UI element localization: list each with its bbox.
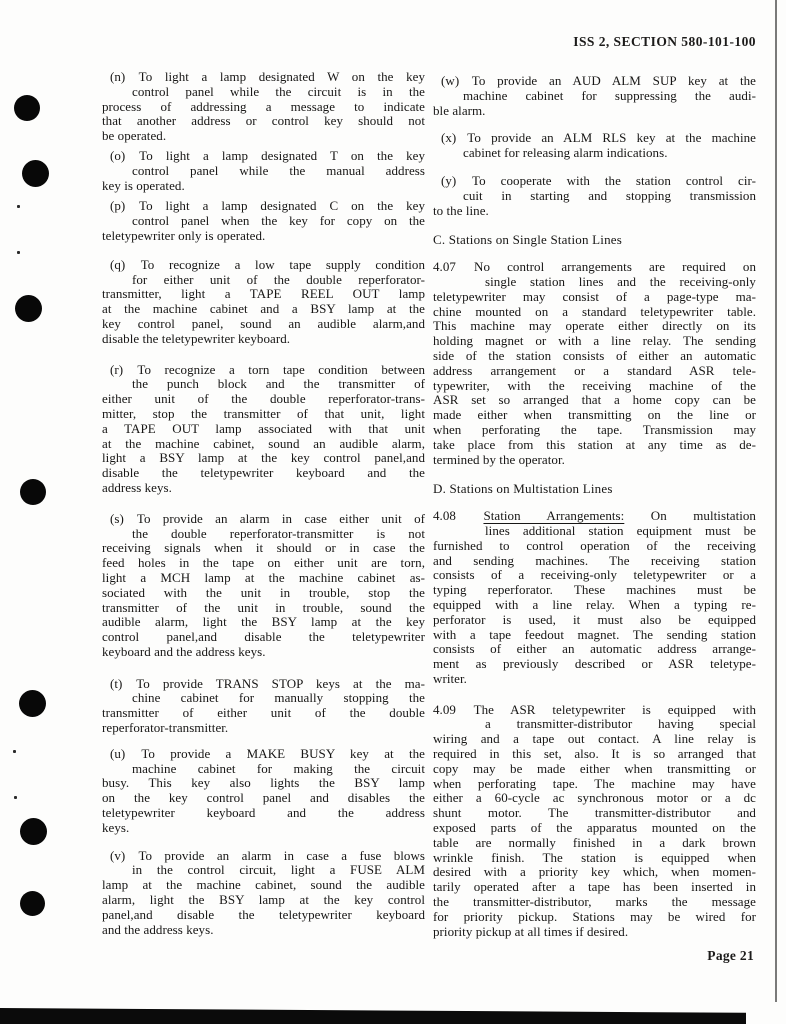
text-line: the double reperforator-transmitter is not xyxy=(132,525,425,541)
item-s xyxy=(102,512,425,660)
text-line: wiring and a tape out contact. A line relay is xyxy=(433,731,756,747)
text-line: typing reperforator. These machines must be xyxy=(433,582,756,598)
ink-speck xyxy=(17,205,20,208)
text-line: control panel,and disable the teletypewriter xyxy=(102,629,425,645)
text-line: (o) To light a lamp designated T on the key xyxy=(110,147,425,163)
text-line: in the control circuit, light a FUSE ALM xyxy=(132,862,425,878)
item-r xyxy=(102,363,425,496)
text-line: priority pickup at all times if desired. xyxy=(433,923,629,939)
text-line: teletypewriter keyboard and the address xyxy=(102,805,425,821)
text-line: a transmitter-distributor having special xyxy=(485,716,756,732)
ink-speck xyxy=(14,796,17,799)
paragraph-label: 4.09 xyxy=(433,701,456,717)
text-line: (v) To provide an alarm in case a fuse blows xyxy=(110,847,425,863)
text-line: shunt motor. The transmitter-distributor and xyxy=(433,805,756,821)
paragraph-label: (t) xyxy=(110,675,123,691)
text-line: (y) To cooperate with the station control cir- xyxy=(441,172,756,188)
text-line: ble alarm. xyxy=(433,102,486,118)
hole-punch-dot xyxy=(15,295,42,322)
text-line: when perforating the tape. Transmission may xyxy=(433,421,756,437)
item-p xyxy=(102,199,425,243)
text-line: holding magnet or with a line relay. The sending xyxy=(433,333,756,349)
text-line: and the address keys. xyxy=(102,921,214,937)
text-line: typewriter, with the receiving machine of the xyxy=(433,377,756,393)
text-line: termined by the operator. xyxy=(433,451,565,467)
text-line: machine cabinet for making the circuit xyxy=(132,760,425,776)
text-line: light a MCH lamp at the machine cabinet as- xyxy=(102,569,425,585)
text-line: teletypewriter may consist of a page-type ma- xyxy=(433,288,756,304)
text-line: to the line. xyxy=(433,202,489,218)
text-line: cuit in starting and stopping transmission xyxy=(463,187,756,203)
text-line: (w) To provide an AUD ALM SUP key at the xyxy=(441,73,756,88)
text-line: chine mounted on a standard teletypewriter table. xyxy=(433,303,756,319)
item-q xyxy=(102,258,425,347)
text-line: key is operated. xyxy=(102,177,185,193)
text-line: feed holes in the tape on either unit are torn, xyxy=(102,555,425,571)
ink-speck xyxy=(17,251,20,254)
text-line: tarily operated after a tape has been inserted in xyxy=(433,879,756,895)
paragraph-label: (v) xyxy=(110,847,126,863)
text-line: transmitter of the unit in trouble, sound the xyxy=(102,599,425,615)
text-line: control panel when the key for copy on the xyxy=(132,213,425,229)
text-line: equipped with a line relay. When a typing re- xyxy=(433,596,756,612)
paragraph-label: 4.08 xyxy=(433,508,456,524)
para-4-08 xyxy=(433,509,756,687)
text-line: (q) To recognize a low tape supply condition xyxy=(110,256,425,272)
text-line: consists of either an automatic address arrange- xyxy=(433,641,756,657)
text-line: (p) To light a lamp designated C on the key xyxy=(110,198,425,214)
text-line: lines additional station equipment must be xyxy=(485,522,756,538)
text-line: at the machine cabinet and a BSY lamp at the xyxy=(102,301,425,317)
item-o xyxy=(102,149,425,193)
text-line: consists of a receiving-only teletypewriter or a xyxy=(433,567,756,583)
text-line: (r) To recognize a torn tape condition between xyxy=(110,361,425,377)
item-y xyxy=(433,174,756,218)
text-line: disable the teletypewriter keyboard. xyxy=(102,330,291,346)
text-line: for priority pickup. Stations may be wired for xyxy=(433,908,756,924)
text-line: machine cabinet for suppressing the audi- xyxy=(463,87,756,103)
scanner-bed-bar xyxy=(0,1007,746,1024)
text-line: either unit of the double reperforator-trans- xyxy=(102,391,425,407)
text-line: sociated with the unit in trouble, stop the xyxy=(102,584,425,600)
text-line: (n) To light a lamp designated W on the key xyxy=(110,69,425,84)
hole-punch-dot xyxy=(14,95,40,121)
text-line: table are normally finished in a dark brown xyxy=(433,834,756,850)
text-line: side of the station consists of either an automatic xyxy=(433,347,756,363)
item-v xyxy=(102,849,425,938)
text-line: audible alarm, light the BSY lamp at the key xyxy=(102,614,425,630)
text-line: teletypewriter only is operated. xyxy=(102,227,266,243)
hole-punch-dot xyxy=(19,690,46,717)
underlined-run: Station Arrangements: xyxy=(483,508,625,524)
text-line: 4.09 The ASR teletypewriter is equipped with xyxy=(433,701,756,717)
text-line: on the key control panel and disables the xyxy=(102,790,425,806)
text-line: for either unit of the double reperforator- xyxy=(132,271,425,287)
text-line: be operated. xyxy=(102,128,167,144)
text-line: writer. xyxy=(433,670,467,686)
item-w xyxy=(433,74,756,118)
hole-punch-dot xyxy=(22,160,49,187)
text-line: and sending machines. The receiving station xyxy=(433,552,756,568)
page-number: Page 21 xyxy=(707,948,754,963)
paragraph-label: (s) xyxy=(110,510,124,526)
header-section-number: ISS 2, SECTION 580-101-100 xyxy=(573,34,756,49)
text-line: desired with a priority key which, when momen- xyxy=(433,864,756,880)
text-line: ment as previously described or ASR teletype- xyxy=(433,656,756,672)
text-line: (u) To provide a MAKE BUSY key at the xyxy=(110,745,425,761)
text-line: furnished to control operation of the receiving xyxy=(433,537,756,553)
paragraph-label: (r) xyxy=(110,361,124,377)
paragraph-label: (p) xyxy=(110,198,126,214)
para-4-07 xyxy=(433,260,756,467)
text-line: cabinet for releasing alarm indications. xyxy=(463,145,668,161)
text-line: a TAPE OUT lamp associated with that unit xyxy=(102,420,425,436)
paragraph-label: (x) xyxy=(441,130,457,146)
text-line: lamp at the machine cabinet, sound the audible xyxy=(102,877,425,893)
text-line: the transmitter-distributor, marks the message xyxy=(433,894,756,910)
text-line: receiving signals when it should or in case the xyxy=(102,540,425,556)
text-line: transmitter, light a TAPE REEL OUT lamp xyxy=(102,286,425,302)
item-t xyxy=(102,677,425,736)
text-line: that another address or control key should not xyxy=(102,113,425,129)
text-line: keys. xyxy=(102,819,130,835)
text-line: when perforating tape. The machine may have xyxy=(433,775,756,791)
text-line: at the machine cabinet, sound an audible alarm, xyxy=(102,435,425,451)
heading-c: C. Stations on Single Station Lines xyxy=(433,232,623,248)
heading-d: D. Stations on Multistation Lines xyxy=(433,481,613,497)
text-line: (s) To provide an alarm in case either unit of xyxy=(110,510,425,526)
item-u xyxy=(102,747,425,836)
text-line: take place from this station at any time as de- xyxy=(433,436,756,452)
paragraph-label: (n) xyxy=(110,69,126,84)
page-edge-line xyxy=(775,0,777,1002)
text-line: mitter, stop the transmitter of that unit, light xyxy=(102,405,425,421)
text-line: transmitter of either unit of the double xyxy=(102,705,425,721)
left-text-column xyxy=(102,70,425,937)
text-line: busy. This key also lights the BSY lamp xyxy=(102,775,425,791)
text-line: process of addressing a message to indicate xyxy=(102,98,425,114)
text-line: address arrangement or a standard ASR tele- xyxy=(433,362,756,378)
text-line: single station lines and the receiving-only xyxy=(485,273,756,289)
text-line: (t) To provide TRANS STOP keys at the ma- xyxy=(110,675,425,691)
text-line: the punch block and the transmitter of xyxy=(132,376,425,392)
text-line: chine cabinet for manually stopping the xyxy=(132,690,425,706)
text-line: disable the teletypewriter keyboard and the xyxy=(102,465,425,481)
text-line: address keys. xyxy=(102,479,172,495)
text-line: required in this set, also. It is so arranged that xyxy=(433,746,756,762)
hole-punch-dot xyxy=(20,818,47,845)
paragraph-label: (q) xyxy=(110,256,126,272)
item-x xyxy=(433,131,756,161)
text-line: control panel while the circuit is in the xyxy=(132,83,425,99)
text-line: with a tape feedout magnet. The sending station xyxy=(433,626,756,642)
paragraph-label: 4.07 xyxy=(433,259,456,275)
text-line: reperforator-transmitter. xyxy=(102,720,229,736)
paragraph-label: (y) xyxy=(441,172,457,188)
text-line: ASR set so arranged that a home copy can be xyxy=(433,392,756,408)
item-n xyxy=(102,70,425,144)
paragraph-label: (o) xyxy=(110,147,126,163)
text-line: made either when transmitting on the line or xyxy=(433,407,756,423)
hole-punch-dot xyxy=(20,479,46,505)
text-line: 4.07 No control arrangements are required on xyxy=(433,259,756,275)
text-line: This machine may operate either directly on its xyxy=(433,318,756,334)
text-line: keyboard and the address keys. xyxy=(102,643,266,659)
text-line: alarm, light the BSY lamp at the key control xyxy=(102,892,425,908)
text-line: copy may be made either when transmitting or xyxy=(433,760,756,776)
text-line: exposed parts of the apparatus mounted on the xyxy=(433,820,756,836)
paragraph-label: (w) xyxy=(441,73,460,88)
text-line: either a 60-cycle ac synchronous motor or a dc xyxy=(433,790,756,806)
text-line: key control panel, sound an audible alarm,and xyxy=(102,315,425,331)
para-4-09 xyxy=(433,703,756,940)
text-line: (x) To provide an ALM RLS key at the machine xyxy=(441,130,756,146)
text-line: 4.08 Station Arrangements: On multistation xyxy=(433,508,756,524)
text-line: light a BSY lamp at the key control panel,and xyxy=(102,450,425,466)
text-line: panel,and disable the teletypewriter keyboard xyxy=(102,906,425,922)
text-line: wrinkle finish. The station is equipped when xyxy=(433,849,756,865)
hole-punch-dot xyxy=(20,891,45,916)
right-text-column xyxy=(433,74,756,939)
text-line: perforator is used, it must also be equipped xyxy=(433,611,756,627)
paragraph-label: (u) xyxy=(110,745,126,761)
text-line: control panel while the manual address xyxy=(132,162,425,178)
ink-speck xyxy=(13,750,16,753)
